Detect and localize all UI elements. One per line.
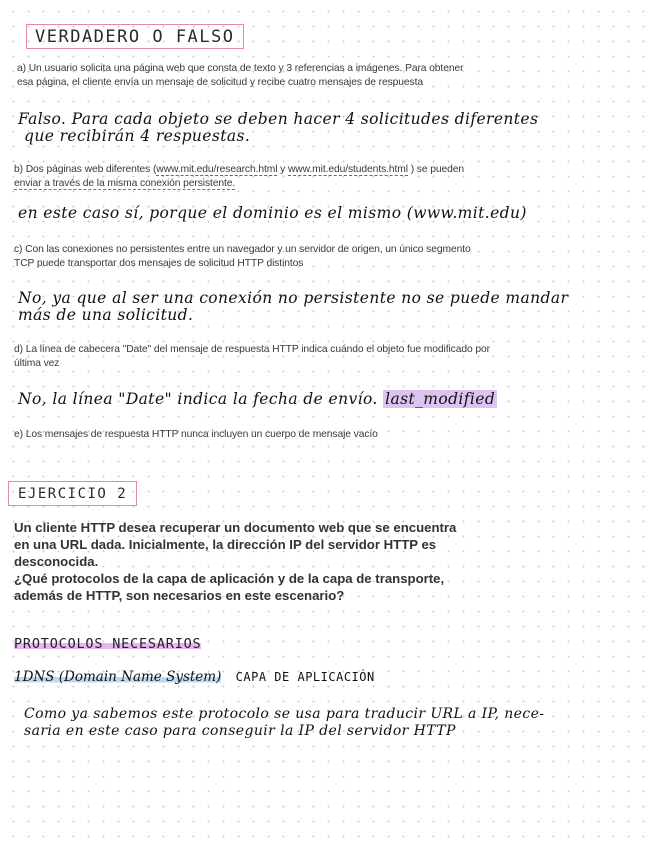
explanation-line: Como ya sabemos este protocolo se usa para traducir URL a IP, nece- <box>24 706 545 722</box>
question-text: b) Dos páginas web diferentes ( <box>14 164 157 175</box>
question-text: y <box>277 164 288 175</box>
answer-a <box>18 111 538 145</box>
answer-line: más de una solicitud. <box>18 306 194 324</box>
url-link-students: www.mit.edu/students.html <box>287 164 408 175</box>
answer-line: No, ya que al ser una conexión no persistente no se puede mandar <box>18 289 569 307</box>
question-line: TCP puede transportar dos mensajes de solicitud HTTP distintos <box>14 257 304 269</box>
question-b <box>14 163 644 190</box>
protocol-explanation <box>24 706 544 740</box>
explanation-line: saria en este caso para conseguir la IP del servidor HTTP <box>24 723 456 739</box>
answer-c <box>18 290 568 324</box>
statement-line: además de HTTP, son necesarios en este escenario? <box>14 588 345 603</box>
protocol-item <box>14 669 375 685</box>
question-line: última vez <box>14 357 60 369</box>
answer-line: No, la línea "Date" indica la fecha de envío. <box>18 390 378 408</box>
question-line: a) Un usuario solicita una página web que consta de texto y 3 referencias a imágenes. Para obtener <box>17 63 464 74</box>
question-text: ) se pueden <box>407 164 464 175</box>
question-line: esa página, el cliente envía un mensaje de solicitud y recibe cuatro mensajes de respuesta <box>17 76 423 88</box>
question-line: c) Con las conexiones no persistentes entre un navegador y un servidor de origen, un único segmento <box>14 244 471 255</box>
statement-line: desconocida. <box>14 554 99 569</box>
protocol-layer: CAPA DE APLICACIÓN <box>235 670 375 684</box>
answer-b <box>18 205 527 222</box>
question-c <box>14 243 644 270</box>
question-line: e) Los mensajes de respuesta HTTP nunca incluyen un cuerpo de mensaje vacío <box>14 429 378 440</box>
statement-line: en una URL dada. Inicialmente, la dirección IP del servidor HTTP es <box>14 537 437 552</box>
question-line <box>14 177 644 191</box>
answer-d <box>18 391 497 408</box>
protocols-heading <box>14 636 201 652</box>
exercise-statement <box>14 519 644 604</box>
statement-line: ¿Qué protocolos de la capa de aplicación y de la capa de transporte, <box>14 571 445 586</box>
highlighted-term: last_modified <box>385 390 496 408</box>
question-d <box>14 343 644 370</box>
url-link-research: www.mit.edu/research.html <box>156 164 278 175</box>
section-title: VERDADERO O FALSO <box>26 24 244 49</box>
question-line <box>14 163 644 177</box>
question-line: d) La línea de cabecera "Date" del mensaje de respuesta HTTP indica cuándo el objeto fue modificado por <box>14 344 490 355</box>
answer-line: en este caso sí, porque el dominio es el mismo (www.mit.edu) <box>18 204 527 222</box>
question-a <box>17 62 642 89</box>
question-e <box>14 428 644 442</box>
statement-line: Un cliente HTTP desea recuperar un documento web que se encuentra <box>14 520 457 535</box>
protocol-name: 1DNS (Domain Name System) <box>14 669 222 685</box>
answer-line: Falso. Para cada objeto se deben hacer 4 solicitudes diferentes <box>18 110 539 128</box>
exercise-title: EJERCICIO 2 <box>8 481 137 506</box>
protocols-heading-text: PROTOCOLOS NECESARIOS <box>14 636 202 652</box>
answer-line: que recibirán 4 respuestas. <box>24 127 251 145</box>
question-text: enviar a través de la misma conexión persistente. <box>14 177 236 189</box>
